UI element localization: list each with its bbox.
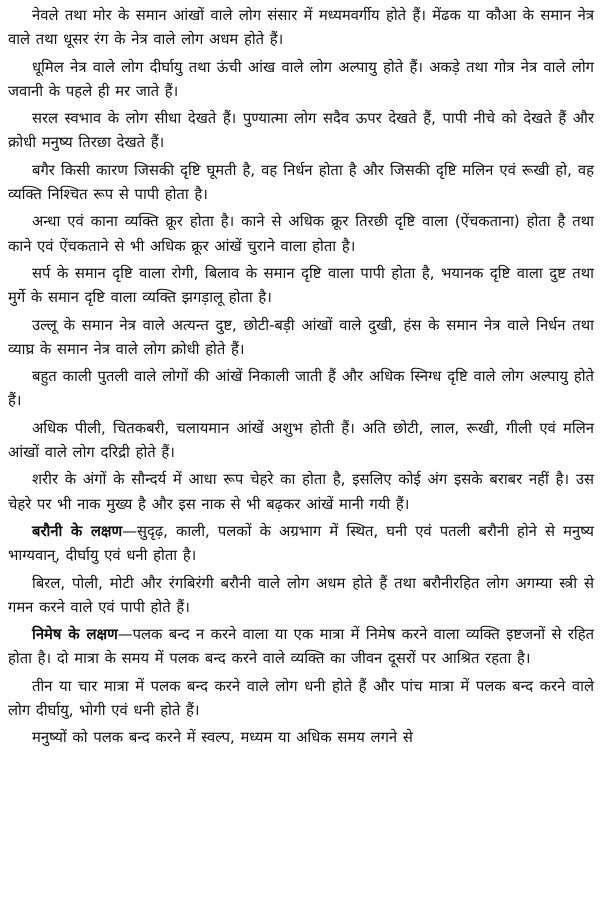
paragraph-7-text: उल्लू के समान नेत्र वाले अत्यन्त दुष्ट, छोटी-बड़ी आंखों वाले दुखी, हंस के समान नेत्र वाले निर्धन तथा व्याघ्र के समान नेत्र वाले लोग क्रोधी होते हैं। xyxy=(8,316,594,358)
paragraph-14-text: तीन या चार मात्रा में पलक बन्द करने वाले लोग धनी होते हैं और पांच मात्रा में पलक बन्द करने वाले लोग दीर्घायु, भोगी एवं धनी होते हैं। xyxy=(8,677,594,720)
paragraph-14 xyxy=(8,675,594,724)
paragraph-11-text: —सुदृढ़, काली, पलकों के अग्रभाग में स्थित, घनी एवं पतली बरौनी होने से मनुष्य भाग्यवान्, दीर्घायु एवं धनी होता है। xyxy=(8,522,594,565)
paragraph-6-text: सर्प के समान दृष्टि वाला रोगी, बिलाव के समान दृष्टि वाला पापी होता है, भयानक दृष्टि वाला दुष्ट तथा मुर्गे के समान दृष्टि वाला व्यक्ति झगड़ालू होता है। xyxy=(8,264,594,307)
paragraph-4 xyxy=(8,159,594,208)
paragraph-9 xyxy=(8,417,594,466)
paragraph-3 xyxy=(8,107,594,156)
section-heading-blinking: निमेष के लक्षण xyxy=(32,626,118,644)
paragraph-4-text: बगैर किसी कारण जिसकी दृष्टि घूमती है, वह निर्धन होता है और जिसकी दृष्टि मलिन एवं रूखी हो, वह व्यक्ति निश्चित रूप से पापी होता है। xyxy=(8,161,594,204)
paragraph-7 xyxy=(8,314,594,363)
paragraph-2 xyxy=(8,56,594,105)
paragraph-10 xyxy=(8,468,594,517)
paragraph-1 xyxy=(8,4,594,53)
paragraph-15 xyxy=(8,726,594,750)
paragraph-12 xyxy=(8,572,594,621)
paragraph-13-text: —पलक बन्द न करने वाला या एक मात्रा में निमेष करने वाला व्यक्ति इष्टजनों से रहित होता है। दो मात्रा के समय में पलक बन्द करने वाले व्यक्ति का जीवन दूसरों पर आश्रित रहता है। xyxy=(8,626,595,668)
paragraph-8 xyxy=(8,365,594,414)
paragraph-2-text: धूमिल नेत्र वाले लोग दीर्घायु तथा ऊंची आंख वाले लोग अल्पायु होते हैं। अकड़े तथा गोत्र नेत्र वाले लोग जवानी के पहले ही मर जाते हैं। xyxy=(8,58,594,100)
paragraph-5 xyxy=(8,210,594,259)
paragraph-10-text: शरीर के अंगों के सौन्दर्य में आधा रूप चेहरे का होता है, इसलिए कोई अंग इसके बराबर नहीं है। उस चेहरे पर भी नाक मुख्य है और इस नाक से भी बढ़कर आंखें मानी गयी हैं। xyxy=(8,471,594,513)
paragraph-11 xyxy=(8,520,594,569)
paragraph-8-text: बहुत काली पुतली वाले लोगों की आंखें निकाली जाती हैं और अधिक स्निग्ध दृष्टि वाले लोग अल्पायु होते हैं। xyxy=(8,368,594,410)
paragraph-1-text: नेवले तथा मोर के समान आंखों वाले लोग संसार में मध्यमवर्गीय होते हैं। मेंढक या कौआ के समान नेत्र वाले तथा धूसर रंग के नेत्र वाले लोग अधम होते हैं। xyxy=(8,7,594,49)
section-heading-eyelashes: बरौनी के लक्षण xyxy=(32,522,123,540)
paragraph-6 xyxy=(8,262,594,311)
paragraph-3-text: सरल स्वभाव के लोग सीधा देखते हैं। पुण्यात्मा लोग सदैव ऊपर देखते हैं, पापी नीचे को देखते हैं और क्रोधी मनुष्य तिरछा देखते हैं। xyxy=(8,110,594,152)
paragraph-5-text: अन्धा एवं काना व्यक्ति क्रूर होता है। काने से अधिक क्रूर तिरछी दृष्टि वाला (ऐंचकताना) होता है तथा काने एवं ऐंचकताने से भी अधिक क्रूर आंखें चुराने वाला होता है। xyxy=(8,213,594,255)
paragraph-13 xyxy=(8,623,594,672)
paragraph-12-text: बिरल, पोली, मोटी और रंगबिरंगी बरौनी वाले लोग अधम होते हैं तथा बरौनीरहित लोग अगम्या स्त्री से गमन करने वाले एवं पापी होते हैं। xyxy=(8,574,594,616)
paragraph-9-text: अधिक पीली, चितकबरी, चलायमान आंखें अशुभ होती हैं। अति छोटी, लाल, रूखी, गीली एवं मलिन आंखों वाले लोग दरिद्री होते हैं। xyxy=(8,419,594,462)
paragraph-15-text: मनुष्यों को पलक बन्द करने में स्वल्प, मध्यम या अधिक समय लगने से xyxy=(32,729,413,747)
